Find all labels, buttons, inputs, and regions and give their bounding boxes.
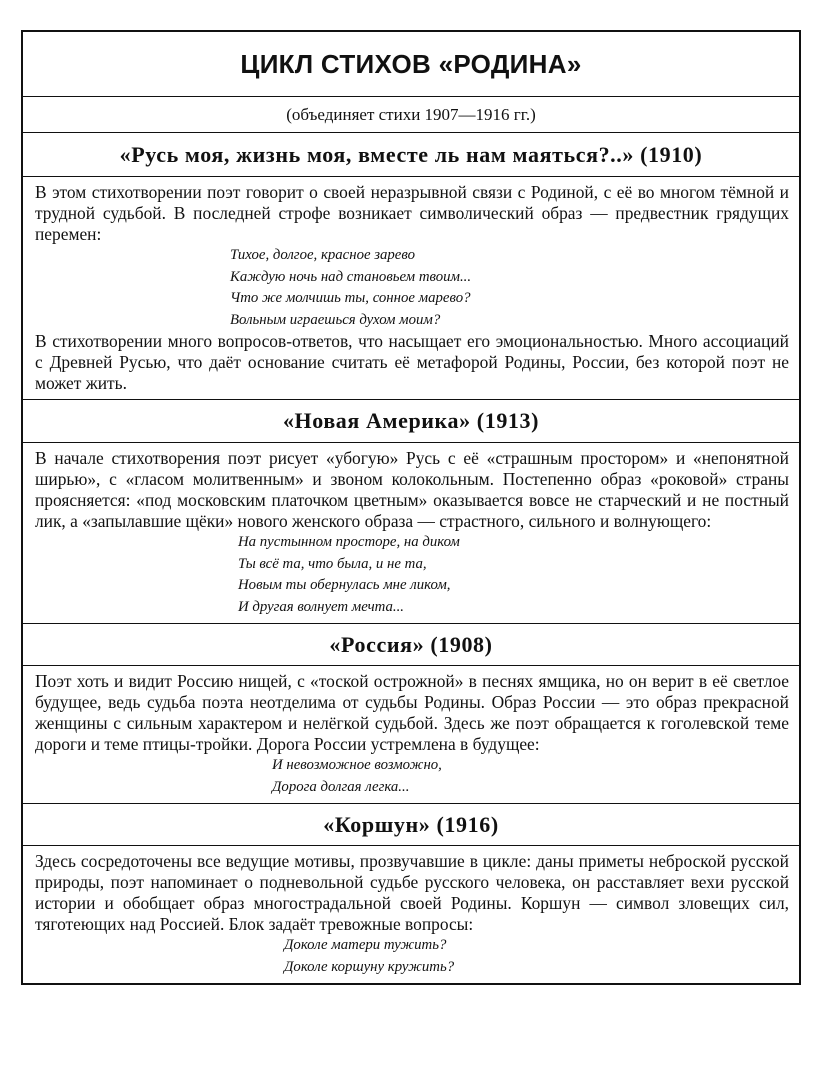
verse-line: Что же молчишь ты, сонное марево? bbox=[230, 290, 471, 306]
verse-line: Каждую ночь над становьем твоим... bbox=[230, 268, 472, 285]
section-heading: «Новая Америка» (1913) bbox=[23, 399, 799, 442]
verse-line: Доколе матери тужить? bbox=[284, 937, 447, 953]
verse-line: Тихое, долгое, красное зарево bbox=[230, 247, 415, 263]
section-intro: В начале стихотворения поэт рисует «убогую» Русь с её «страшным простором» и «непонятной ширью», с «гласом молитвенным» и звоном колокольным. Постепенно образ «роковой» страны проясняется: «под московским платочком цветным» оказывается вовсе не старческий и не постный лик, а «запылавшие щёки» нового женского образа — страстного, сильного и волнующего: bbox=[35, 448, 789, 531]
section-body bbox=[23, 176, 799, 399]
verse-line: Вольным играешься духом моим? bbox=[230, 311, 441, 328]
section-intro: Здесь сосредоточены все ведущие мотивы, прозвучавшие в цикле: даны приметы неброской русской природы, поэт напоминает о подневольной судьбе русского человека, он расставляет вехи русской истории и обобщает образ многострадальной своей Родины. Коршун — символ зловещих сил, тяготеющих над Россией. Блок задаёт тревожные вопросы: bbox=[35, 851, 789, 934]
verse-line: Доколе коршуну кружить? bbox=[284, 958, 455, 975]
verse-line: На пустынном просторе, на диком bbox=[238, 534, 460, 550]
section-intro: Поэт хоть и видит Россию нищей, с «тоской острожной» в песнях ямщика, но он верит в её светлое будущее, ведь судьба поэта неотделима от судьбы Родины. Образ России — это образ прекрасной женщины с сильным характером и нелёгкой судьбой. Здесь же поэт обращается к гоголевской теме дороги и теме птицы-тройки. Дорога России устремлена в будущее: bbox=[35, 671, 789, 754]
section-body bbox=[23, 665, 799, 803]
table-title: ЦИКЛ СТИХОВ «РОДИНА» bbox=[240, 48, 582, 79]
section-body bbox=[23, 845, 799, 983]
poem-cycle-table bbox=[21, 30, 801, 985]
verse-line: Ты всё та, что была, и не та, bbox=[238, 555, 427, 572]
verse-line: Новым ты обернулась мне ликом, bbox=[238, 577, 451, 593]
verse-line: И другая волнует мечта... bbox=[238, 598, 405, 615]
section-outro: В стихотворении много вопросов-ответов, что насыщает его эмоциональностью. Много ассоциаций с Древней Русью, что даёт основание считать её метафорой Родины, России, без которой поэт не может жить. bbox=[35, 331, 789, 393]
table-subtitle: (объединяет стихи 1907—1916 гг.) bbox=[23, 96, 799, 132]
section-heading: «Русь моя, жизнь моя, вместе ль нам маяться?..» (1910) bbox=[23, 132, 799, 176]
verse-line: И невозможное возможно, bbox=[272, 757, 442, 773]
section-heading: «Россия» (1908) bbox=[23, 623, 799, 665]
verse-line: Дорога долгая легка... bbox=[272, 778, 410, 795]
section-body bbox=[23, 442, 799, 623]
section-heading: «Коршун» (1916) bbox=[23, 803, 799, 845]
section-intro: В этом стихотворении поэт говорит о своей неразрывной связи с Родиной, с её во многом тёмной и трудной судьбой. В последней строфе возникает символический образ — предвестник грядущих перемен: bbox=[35, 182, 789, 244]
